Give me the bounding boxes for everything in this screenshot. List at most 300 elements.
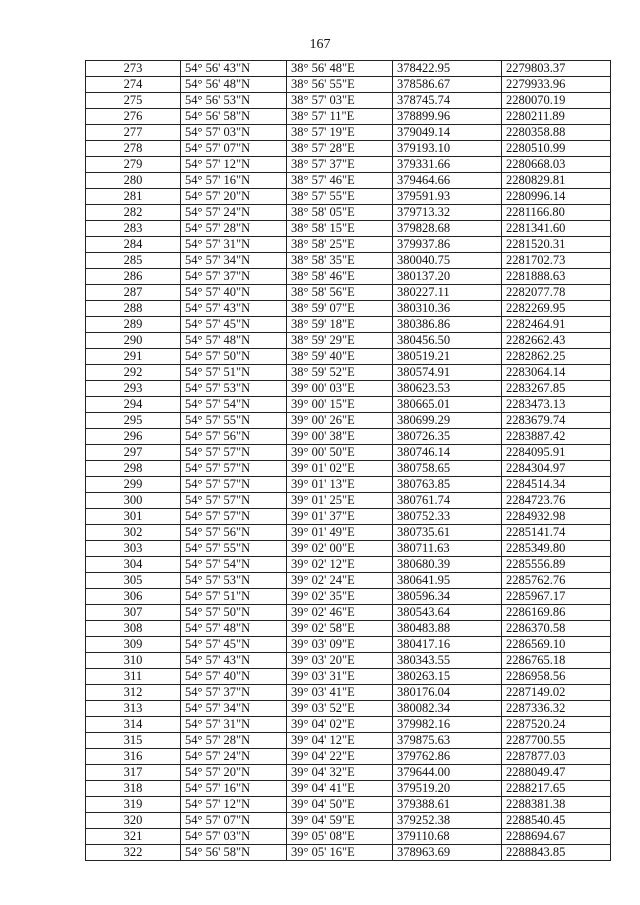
x-coordinate-cell: 379388.61 xyxy=(393,797,502,813)
table-row xyxy=(86,557,611,573)
point-number-cell: 303 xyxy=(86,541,181,557)
point-number-cell: 297 xyxy=(86,445,181,461)
longitude-cell: 38° 59' 18"E xyxy=(287,317,393,333)
y-coordinate-cell: 2283679.74 xyxy=(502,413,611,429)
point-number-cell: 316 xyxy=(86,749,181,765)
y-coordinate-cell: 2280070.19 xyxy=(502,93,611,109)
y-coordinate-cell: 2280358.88 xyxy=(502,125,611,141)
x-coordinate-cell: 380711.63 xyxy=(393,541,502,557)
table-row xyxy=(86,237,611,253)
longitude-cell: 38° 58' 46"E xyxy=(287,269,393,285)
point-number-cell: 287 xyxy=(86,285,181,301)
y-coordinate-cell: 2287520.24 xyxy=(502,717,611,733)
point-number-cell: 290 xyxy=(86,333,181,349)
y-coordinate-cell: 2280996.14 xyxy=(502,189,611,205)
latitude-cell: 54° 57' 48"N xyxy=(181,621,287,637)
x-coordinate-cell: 380699.29 xyxy=(393,413,502,429)
latitude-cell: 54° 57' 40"N xyxy=(181,669,287,685)
latitude-cell: 54° 56' 43"N xyxy=(181,61,287,77)
latitude-cell: 54° 57' 31"N xyxy=(181,717,287,733)
x-coordinate-cell: 378745.74 xyxy=(393,93,502,109)
table-row xyxy=(86,141,611,157)
longitude-cell: 39° 02' 58"E xyxy=(287,621,393,637)
table-row xyxy=(86,157,611,173)
latitude-cell: 54° 57' 57"N xyxy=(181,461,287,477)
table-row xyxy=(86,573,611,589)
latitude-cell: 54° 57' 57"N xyxy=(181,477,287,493)
x-coordinate-cell: 380761.74 xyxy=(393,493,502,509)
longitude-cell: 39° 00' 38"E xyxy=(287,429,393,445)
point-number-cell: 311 xyxy=(86,669,181,685)
coordinates-table-body xyxy=(86,61,611,861)
x-coordinate-cell: 380263.15 xyxy=(393,669,502,685)
latitude-cell: 54° 57' 07"N xyxy=(181,141,287,157)
latitude-cell: 54° 57' 12"N xyxy=(181,797,287,813)
longitude-cell: 38° 57' 11"E xyxy=(287,109,393,125)
point-number-cell: 282 xyxy=(86,205,181,221)
table-row xyxy=(86,461,611,477)
latitude-cell: 54° 57' 16"N xyxy=(181,173,287,189)
y-coordinate-cell: 2288217.65 xyxy=(502,781,611,797)
x-coordinate-cell: 379713.32 xyxy=(393,205,502,221)
latitude-cell: 54° 57' 31"N xyxy=(181,237,287,253)
x-coordinate-cell: 380574.91 xyxy=(393,365,502,381)
longitude-cell: 39° 01' 49"E xyxy=(287,525,393,541)
longitude-cell: 39° 00' 26"E xyxy=(287,413,393,429)
longitude-cell: 39° 02' 00"E xyxy=(287,541,393,557)
longitude-cell: 39° 02' 46"E xyxy=(287,605,393,621)
point-number-cell: 295 xyxy=(86,413,181,429)
x-coordinate-cell: 380227.11 xyxy=(393,285,502,301)
table-row xyxy=(86,397,611,413)
y-coordinate-cell: 2279803.37 xyxy=(502,61,611,77)
point-number-cell: 307 xyxy=(86,605,181,621)
y-coordinate-cell: 2281520.31 xyxy=(502,237,611,253)
x-coordinate-cell: 379937.86 xyxy=(393,237,502,253)
longitude-cell: 39° 01' 02"E xyxy=(287,461,393,477)
x-coordinate-cell: 379828.68 xyxy=(393,221,502,237)
y-coordinate-cell: 2286958.56 xyxy=(502,669,611,685)
longitude-cell: 38° 57' 46"E xyxy=(287,173,393,189)
longitude-cell: 38° 58' 35"E xyxy=(287,253,393,269)
table-row xyxy=(86,125,611,141)
point-number-cell: 299 xyxy=(86,477,181,493)
point-number-cell: 296 xyxy=(86,429,181,445)
point-number-cell: 298 xyxy=(86,461,181,477)
y-coordinate-cell: 2288540.45 xyxy=(502,813,611,829)
y-coordinate-cell: 2282269.95 xyxy=(502,301,611,317)
y-coordinate-cell: 2287700.55 xyxy=(502,733,611,749)
table-row xyxy=(86,445,611,461)
longitude-cell: 39° 00' 15"E xyxy=(287,397,393,413)
longitude-cell: 39° 01' 13"E xyxy=(287,477,393,493)
y-coordinate-cell: 2280829.81 xyxy=(502,173,611,189)
latitude-cell: 54° 57' 34"N xyxy=(181,253,287,269)
latitude-cell: 54° 57' 56"N xyxy=(181,429,287,445)
y-coordinate-cell: 2288694.67 xyxy=(502,829,611,845)
y-coordinate-cell: 2283887.42 xyxy=(502,429,611,445)
table-row xyxy=(86,653,611,669)
table-row xyxy=(86,813,611,829)
latitude-cell: 54° 57' 57"N xyxy=(181,509,287,525)
y-coordinate-cell: 2284304.97 xyxy=(502,461,611,477)
point-number-cell: 305 xyxy=(86,573,181,589)
latitude-cell: 54° 57' 45"N xyxy=(181,317,287,333)
longitude-cell: 39° 05' 16"E xyxy=(287,845,393,861)
point-number-cell: 291 xyxy=(86,349,181,365)
y-coordinate-cell: 2283267.85 xyxy=(502,381,611,397)
latitude-cell: 54° 57' 48"N xyxy=(181,333,287,349)
latitude-cell: 54° 56' 58"N xyxy=(181,109,287,125)
latitude-cell: 54° 57' 28"N xyxy=(181,221,287,237)
y-coordinate-cell: 2284932.98 xyxy=(502,509,611,525)
point-number-cell: 317 xyxy=(86,765,181,781)
latitude-cell: 54° 57' 28"N xyxy=(181,733,287,749)
point-number-cell: 306 xyxy=(86,589,181,605)
longitude-cell: 38° 59' 07"E xyxy=(287,301,393,317)
latitude-cell: 54° 57' 03"N xyxy=(181,125,287,141)
latitude-cell: 54° 57' 24"N xyxy=(181,749,287,765)
longitude-cell: 39° 04' 12"E xyxy=(287,733,393,749)
latitude-cell: 54° 57' 40"N xyxy=(181,285,287,301)
table-row xyxy=(86,477,611,493)
table-row xyxy=(86,109,611,125)
latitude-cell: 54° 57' 55"N xyxy=(181,413,287,429)
point-number-cell: 274 xyxy=(86,77,181,93)
table-row xyxy=(86,733,611,749)
x-coordinate-cell: 379252.38 xyxy=(393,813,502,829)
latitude-cell: 54° 57' 20"N xyxy=(181,189,287,205)
x-coordinate-cell: 380665.01 xyxy=(393,397,502,413)
table-row xyxy=(86,381,611,397)
point-number-cell: 309 xyxy=(86,637,181,653)
longitude-cell: 38° 57' 55"E xyxy=(287,189,393,205)
y-coordinate-cell: 2280510.99 xyxy=(502,141,611,157)
x-coordinate-cell: 380176.04 xyxy=(393,685,502,701)
x-coordinate-cell: 380680.39 xyxy=(393,557,502,573)
table-row xyxy=(86,413,611,429)
longitude-cell: 39° 03' 20"E xyxy=(287,653,393,669)
point-number-cell: 283 xyxy=(86,221,181,237)
y-coordinate-cell: 2284514.34 xyxy=(502,477,611,493)
point-number-cell: 279 xyxy=(86,157,181,173)
longitude-cell: 39° 04' 59"E xyxy=(287,813,393,829)
point-number-cell: 319 xyxy=(86,797,181,813)
table-row xyxy=(86,637,611,653)
table-row xyxy=(86,797,611,813)
longitude-cell: 38° 58' 25"E xyxy=(287,237,393,253)
longitude-cell: 39° 04' 02"E xyxy=(287,717,393,733)
latitude-cell: 54° 57' 37"N xyxy=(181,685,287,701)
x-coordinate-cell: 380386.86 xyxy=(393,317,502,333)
point-number-cell: 289 xyxy=(86,317,181,333)
x-coordinate-cell: 379331.66 xyxy=(393,157,502,173)
table-row xyxy=(86,749,611,765)
table-row xyxy=(86,685,611,701)
longitude-cell: 38° 58' 05"E xyxy=(287,205,393,221)
table-row xyxy=(86,173,611,189)
y-coordinate-cell: 2286765.18 xyxy=(502,653,611,669)
point-number-cell: 294 xyxy=(86,397,181,413)
point-number-cell: 280 xyxy=(86,173,181,189)
point-number-cell: 315 xyxy=(86,733,181,749)
table-row xyxy=(86,829,611,845)
longitude-cell: 39° 02' 24"E xyxy=(287,573,393,589)
table-row xyxy=(86,301,611,317)
x-coordinate-cell: 380543.64 xyxy=(393,605,502,621)
longitude-cell: 39° 00' 50"E xyxy=(287,445,393,461)
table-row xyxy=(86,717,611,733)
table-row xyxy=(86,205,611,221)
x-coordinate-cell: 380310.36 xyxy=(393,301,502,317)
table-row xyxy=(86,845,611,861)
point-number-cell: 302 xyxy=(86,525,181,541)
table-row xyxy=(86,669,611,685)
table-row xyxy=(86,781,611,797)
point-number-cell: 320 xyxy=(86,813,181,829)
longitude-cell: 38° 59' 29"E xyxy=(287,333,393,349)
x-coordinate-cell: 378963.69 xyxy=(393,845,502,861)
longitude-cell: 38° 57' 19"E xyxy=(287,125,393,141)
longitude-cell: 38° 57' 37"E xyxy=(287,157,393,173)
table-row xyxy=(86,765,611,781)
table-row xyxy=(86,253,611,269)
y-coordinate-cell: 2285762.76 xyxy=(502,573,611,589)
table-row xyxy=(86,541,611,557)
y-coordinate-cell: 2282464.91 xyxy=(502,317,611,333)
longitude-cell: 39° 05' 08"E xyxy=(287,829,393,845)
table-row xyxy=(86,77,611,93)
latitude-cell: 54° 57' 57"N xyxy=(181,445,287,461)
point-number-cell: 285 xyxy=(86,253,181,269)
point-number-cell: 308 xyxy=(86,621,181,637)
table-row xyxy=(86,701,611,717)
point-number-cell: 278 xyxy=(86,141,181,157)
point-number-cell: 314 xyxy=(86,717,181,733)
y-coordinate-cell: 2287149.02 xyxy=(502,685,611,701)
latitude-cell: 54° 57' 51"N xyxy=(181,589,287,605)
longitude-cell: 38° 57' 28"E xyxy=(287,141,393,157)
x-coordinate-cell: 380763.85 xyxy=(393,477,502,493)
point-number-cell: 286 xyxy=(86,269,181,285)
latitude-cell: 54° 56' 53"N xyxy=(181,93,287,109)
point-number-cell: 288 xyxy=(86,301,181,317)
x-coordinate-cell: 380641.95 xyxy=(393,573,502,589)
y-coordinate-cell: 2281341.60 xyxy=(502,221,611,237)
y-coordinate-cell: 2287877.03 xyxy=(502,749,611,765)
x-coordinate-cell: 380596.34 xyxy=(393,589,502,605)
point-number-cell: 312 xyxy=(86,685,181,701)
latitude-cell: 54° 56' 58"N xyxy=(181,845,287,861)
x-coordinate-cell: 378899.96 xyxy=(393,109,502,125)
y-coordinate-cell: 2286569.10 xyxy=(502,637,611,653)
latitude-cell: 54° 57' 12"N xyxy=(181,157,287,173)
longitude-cell: 39° 02' 35"E xyxy=(287,589,393,605)
x-coordinate-cell: 380082.34 xyxy=(393,701,502,717)
y-coordinate-cell: 2283473.13 xyxy=(502,397,611,413)
point-number-cell: 275 xyxy=(86,93,181,109)
longitude-cell: 38° 58' 15"E xyxy=(287,221,393,237)
longitude-cell: 39° 03' 41"E xyxy=(287,685,393,701)
x-coordinate-cell: 379591.93 xyxy=(393,189,502,205)
table-row xyxy=(86,509,611,525)
latitude-cell: 54° 57' 16"N xyxy=(181,781,287,797)
x-coordinate-cell: 379110.68 xyxy=(393,829,502,845)
longitude-cell: 38° 59' 52"E xyxy=(287,365,393,381)
x-coordinate-cell: 380137.20 xyxy=(393,269,502,285)
point-number-cell: 273 xyxy=(86,61,181,77)
y-coordinate-cell: 2281702.73 xyxy=(502,253,611,269)
x-coordinate-cell: 380040.75 xyxy=(393,253,502,269)
table-row xyxy=(86,365,611,381)
table-row xyxy=(86,493,611,509)
x-coordinate-cell: 378422.95 xyxy=(393,61,502,77)
x-coordinate-cell: 380758.65 xyxy=(393,461,502,477)
latitude-cell: 54° 57' 57"N xyxy=(181,493,287,509)
latitude-cell: 54° 57' 43"N xyxy=(181,653,287,669)
table-row xyxy=(86,93,611,109)
table-row xyxy=(86,285,611,301)
table-row xyxy=(86,605,611,621)
y-coordinate-cell: 2286370.58 xyxy=(502,621,611,637)
longitude-cell: 39° 00' 03"E xyxy=(287,381,393,397)
x-coordinate-cell: 380623.53 xyxy=(393,381,502,397)
x-coordinate-cell: 379519.20 xyxy=(393,781,502,797)
latitude-cell: 54° 57' 50"N xyxy=(181,349,287,365)
latitude-cell: 54° 57' 50"N xyxy=(181,605,287,621)
table-row xyxy=(86,349,611,365)
y-coordinate-cell: 2288381.38 xyxy=(502,797,611,813)
x-coordinate-cell: 380456.50 xyxy=(393,333,502,349)
table-row xyxy=(86,189,611,205)
latitude-cell: 54° 57' 53"N xyxy=(181,381,287,397)
y-coordinate-cell: 2279933.96 xyxy=(502,77,611,93)
table-row xyxy=(86,269,611,285)
x-coordinate-cell: 379875.63 xyxy=(393,733,502,749)
longitude-cell: 39° 04' 32"E xyxy=(287,765,393,781)
point-number-cell: 277 xyxy=(86,125,181,141)
y-coordinate-cell: 2287336.32 xyxy=(502,701,611,717)
table-row xyxy=(86,429,611,445)
table-row xyxy=(86,221,611,237)
point-number-cell: 313 xyxy=(86,701,181,717)
point-number-cell: 276 xyxy=(86,109,181,125)
longitude-cell: 39° 03' 31"E xyxy=(287,669,393,685)
table-row xyxy=(86,61,611,77)
longitude-cell: 38° 56' 48"E xyxy=(287,61,393,77)
point-number-cell: 322 xyxy=(86,845,181,861)
y-coordinate-cell: 2288843.85 xyxy=(502,845,611,861)
table-row xyxy=(86,589,611,605)
y-coordinate-cell: 2280211.89 xyxy=(502,109,611,125)
latitude-cell: 54° 57' 20"N xyxy=(181,765,287,781)
longitude-cell: 38° 59' 40"E xyxy=(287,349,393,365)
point-number-cell: 284 xyxy=(86,237,181,253)
x-coordinate-cell: 379464.66 xyxy=(393,173,502,189)
x-coordinate-cell: 379982.16 xyxy=(393,717,502,733)
x-coordinate-cell: 379049.14 xyxy=(393,125,502,141)
latitude-cell: 54° 57' 51"N xyxy=(181,365,287,381)
x-coordinate-cell: 378586.67 xyxy=(393,77,502,93)
point-number-cell: 321 xyxy=(86,829,181,845)
latitude-cell: 54° 57' 55"N xyxy=(181,541,287,557)
longitude-cell: 39° 04' 41"E xyxy=(287,781,393,797)
x-coordinate-cell: 379644.00 xyxy=(393,765,502,781)
y-coordinate-cell: 2285349.80 xyxy=(502,541,611,557)
point-number-cell: 318 xyxy=(86,781,181,797)
latitude-cell: 54° 56' 48"N xyxy=(181,77,287,93)
y-coordinate-cell: 2284723.76 xyxy=(502,493,611,509)
y-coordinate-cell: 2281888.63 xyxy=(502,269,611,285)
x-coordinate-cell: 380752.33 xyxy=(393,509,502,525)
latitude-cell: 54° 57' 34"N xyxy=(181,701,287,717)
latitude-cell: 54° 57' 07"N xyxy=(181,813,287,829)
x-coordinate-cell: 380519.21 xyxy=(393,349,502,365)
table-row xyxy=(86,525,611,541)
latitude-cell: 54° 57' 37"N xyxy=(181,269,287,285)
x-coordinate-cell: 380343.55 xyxy=(393,653,502,669)
point-number-cell: 310 xyxy=(86,653,181,669)
x-coordinate-cell: 380726.35 xyxy=(393,429,502,445)
longitude-cell: 38° 57' 03"E xyxy=(287,93,393,109)
x-coordinate-cell: 380417.16 xyxy=(393,637,502,653)
longitude-cell: 39° 04' 50"E xyxy=(287,797,393,813)
coordinates-table xyxy=(85,60,611,861)
table-row xyxy=(86,621,611,637)
longitude-cell: 39° 01' 25"E xyxy=(287,493,393,509)
latitude-cell: 54° 57' 45"N xyxy=(181,637,287,653)
longitude-cell: 38° 58' 56"E xyxy=(287,285,393,301)
y-coordinate-cell: 2280668.03 xyxy=(502,157,611,173)
y-coordinate-cell: 2285967.17 xyxy=(502,589,611,605)
x-coordinate-cell: 380483.88 xyxy=(393,621,502,637)
y-coordinate-cell: 2286169.86 xyxy=(502,605,611,621)
table-row xyxy=(86,333,611,349)
longitude-cell: 39° 02' 12"E xyxy=(287,557,393,573)
point-number-cell: 301 xyxy=(86,509,181,525)
longitude-cell: 39° 03' 09"E xyxy=(287,637,393,653)
y-coordinate-cell: 2285141.74 xyxy=(502,525,611,541)
latitude-cell: 54° 57' 03"N xyxy=(181,829,287,845)
y-coordinate-cell: 2283064.14 xyxy=(502,365,611,381)
y-coordinate-cell: 2288049.47 xyxy=(502,765,611,781)
longitude-cell: 39° 03' 52"E xyxy=(287,701,393,717)
y-coordinate-cell: 2284095.91 xyxy=(502,445,611,461)
latitude-cell: 54° 57' 54"N xyxy=(181,557,287,573)
longitude-cell: 38° 56' 55"E xyxy=(287,77,393,93)
latitude-cell: 54° 57' 56"N xyxy=(181,525,287,541)
longitude-cell: 39° 01' 37"E xyxy=(287,509,393,525)
point-number-cell: 304 xyxy=(86,557,181,573)
y-coordinate-cell: 2281166.80 xyxy=(502,205,611,221)
x-coordinate-cell: 379193.10 xyxy=(393,141,502,157)
point-number-cell: 300 xyxy=(86,493,181,509)
x-coordinate-cell: 379762.86 xyxy=(393,749,502,765)
latitude-cell: 54° 57' 24"N xyxy=(181,205,287,221)
latitude-cell: 54° 57' 53"N xyxy=(181,573,287,589)
x-coordinate-cell: 380735.61 xyxy=(393,525,502,541)
latitude-cell: 54° 57' 43"N xyxy=(181,301,287,317)
page-number: 167 xyxy=(309,37,331,52)
y-coordinate-cell: 2282862.25 xyxy=(502,349,611,365)
point-number-cell: 293 xyxy=(86,381,181,397)
x-coordinate-cell: 380746.14 xyxy=(393,445,502,461)
latitude-cell: 54° 57' 54"N xyxy=(181,397,287,413)
longitude-cell: 39° 04' 22"E xyxy=(287,749,393,765)
y-coordinate-cell: 2282662.43 xyxy=(502,333,611,349)
y-coordinate-cell: 2282077.78 xyxy=(502,285,611,301)
point-number-cell: 281 xyxy=(86,189,181,205)
